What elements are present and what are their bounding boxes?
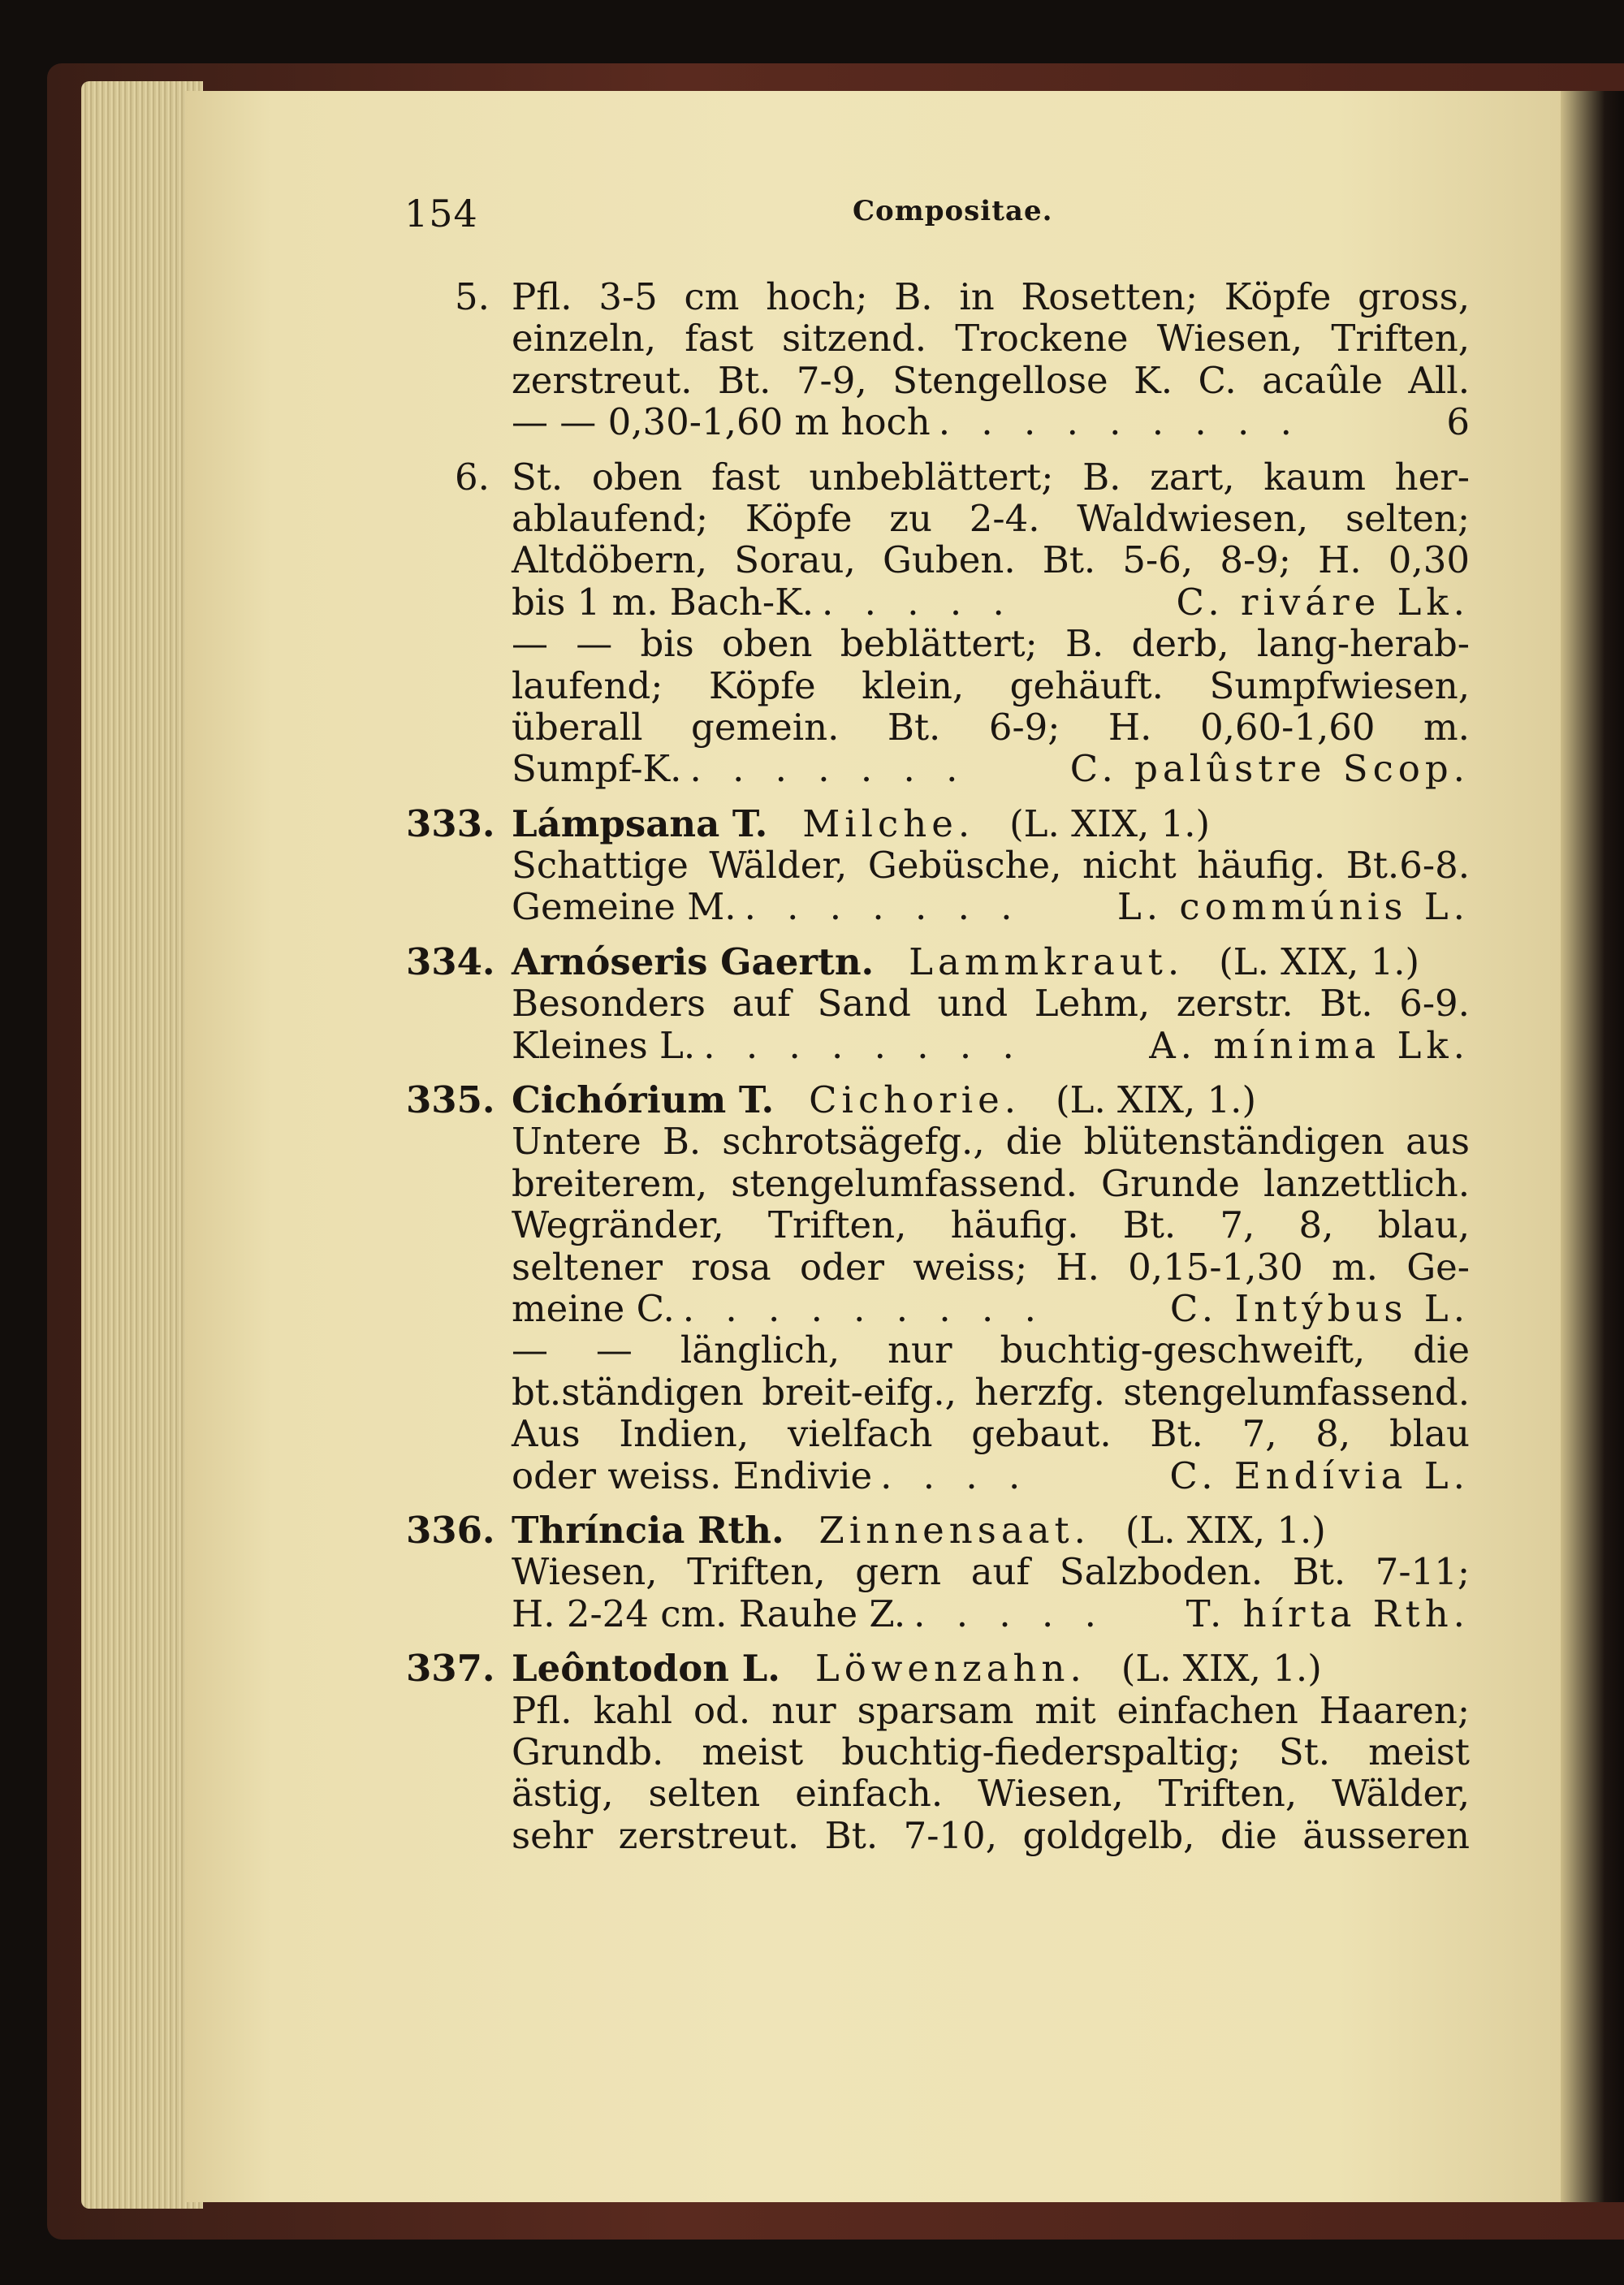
text-line: Pfl. kahl od. nur sparsam mit einfachen Haaren; bbox=[512, 1689, 1470, 1731]
text-line: bt.ständigen breit-eifg., herzfg. stengelumfassend. bbox=[512, 1371, 1470, 1414]
page-text bbox=[406, 276, 1478, 1856]
entry-heading: 334. Arnóseris Gaertn. Lammkraut. (L. XIX, 1.) bbox=[406, 940, 1420, 983]
entry-number: 334. bbox=[406, 940, 495, 983]
text-line: — — länglich, nur buchtig-geschweift, die bbox=[512, 1329, 1470, 1371]
page-gutter bbox=[1561, 91, 1624, 2202]
text-line: Aus Indien, vielfach gebaut. Bt. 7, 8, blau bbox=[512, 1413, 1470, 1455]
text-line: 5. Pfl. 3-5 cm hoch; B. in Rosetten; Köpfe gross, bbox=[455, 276, 1470, 318]
text-line: breiterem, stengelumfassend. Grunde lanzettlich. bbox=[512, 1162, 1470, 1205]
text-line: ästig, selten einfach. Wiesen, Triften, Wälder, bbox=[512, 1773, 1470, 1815]
text-line: bis 1 m. Bach-K. . . . . . C. riváre Lk. bbox=[512, 581, 1470, 624]
text-line: oder weiss. Endivie . . . . C. Endívia L. bbox=[512, 1454, 1470, 1497]
text-line: ablaufend; Köpfe zu 2-4. Waldwiesen, selten; bbox=[512, 497, 1470, 540]
text-line: Kleines L. . . . . . . . . A. mínima Lk. bbox=[512, 1024, 1470, 1067]
entry-number: 336. bbox=[406, 1509, 495, 1552]
text-line: Schattige Wälder, Gebüsche, nicht häufig. Bt.6-8. bbox=[512, 844, 1470, 887]
text-line: Wiesen, Triften, gern auf Salzboden. Bt. 7-11; bbox=[512, 1551, 1470, 1593]
item-marker: 6. bbox=[455, 456, 490, 498]
item-marker: 5. bbox=[455, 276, 490, 318]
text-line: Besonders auf Sand und Lehm, zerstr. Bt. 6-9. bbox=[512, 983, 1470, 1025]
entry-number: 337. bbox=[406, 1648, 495, 1690]
text-line: H. 2-24 cm. Rauhe Z. . . . . . T. hírta Rth. bbox=[512, 1592, 1470, 1635]
entry-heading: 337. Leôntodon L. Löwenzahn. (L. XIX, 1.) bbox=[406, 1648, 1322, 1690]
entry-heading: 335. Cichórium T. Cichorie. (L. XIX, 1.) bbox=[406, 1079, 1256, 1121]
text-line: überall gemein. Bt. 6-9; H. 0,60-1,60 m. bbox=[512, 706, 1470, 749]
text-line: Gemeine M. . . . . . . . L. commúnis L. bbox=[512, 886, 1470, 928]
text-line: zerstreut. Bt. 7-9, Stengellose K. C. acaûle All. bbox=[512, 359, 1470, 402]
entry-number: 335. bbox=[406, 1079, 495, 1121]
text-line: Wegränder, Triften, häufig. Bt. 7, 8, blau, bbox=[512, 1204, 1470, 1246]
entry-heading: 336. Thríncia Rth. Zinnensaat. (L. XIX, 1.) bbox=[406, 1509, 1326, 1552]
text-line: — — bis oben beblättert; B. derb, lang-herab- bbox=[512, 623, 1470, 665]
text-line: Untere B. schrotsägefg., die blütenständigen aus bbox=[512, 1121, 1470, 1163]
text-line: 6. St. oben fast unbeblättert; B. zart, kaum her- bbox=[455, 456, 1470, 498]
text-line: Grundb. meist buchtig-fiederspaltig; St. meist bbox=[512, 1730, 1470, 1773]
text-line: — — 0,30-1,60 m hoch . . . . . . . . . 6 bbox=[512, 401, 1470, 443]
page-number: 154 bbox=[404, 192, 478, 235]
text-line: laufend; Köpfe klein, gehäuft. Sumpfwiesen, bbox=[512, 664, 1470, 706]
running-title: Compositae. bbox=[853, 195, 1053, 227]
entry-number: 333. bbox=[406, 802, 495, 845]
text-line: seltener rosa oder weiss; H. 0,15-1,30 m. Ge- bbox=[512, 1246, 1470, 1288]
entry-heading: 333. Lámpsana T. Milche. (L. XIX, 1.) bbox=[406, 802, 1211, 845]
text-line: meine C. . . . . . . . . . C. Intýbus L. bbox=[512, 1287, 1470, 1330]
text-line: sehr zerstreut. Bt. 7-10, goldgelb, die äusseren bbox=[512, 1814, 1470, 1857]
text-line: einzeln, fast sitzend. Trockene Wiesen, Triften, bbox=[512, 317, 1470, 360]
text-line: Sumpf-K. . . . . . . . C. palûstre Scop. bbox=[512, 748, 1470, 790]
text-line: Altdöbern, Sorau, Guben. Bt. 5-6, 8-9; H. 0,30 bbox=[512, 539, 1470, 581]
